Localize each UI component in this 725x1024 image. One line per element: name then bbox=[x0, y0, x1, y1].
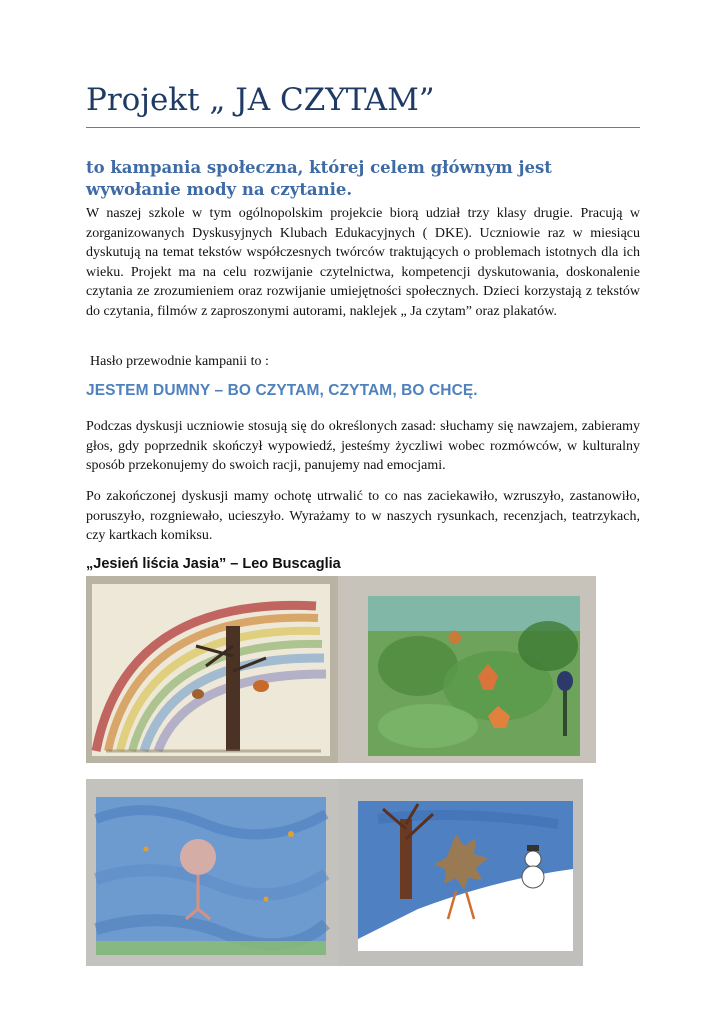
page-title: Projekt „ JA CZYTAM” bbox=[86, 82, 435, 118]
campaign-slogan: JESTEM DUMNY – BO CZYTAM, CZYTAM, BO CHCĘ. bbox=[86, 382, 478, 399]
title-underline bbox=[86, 127, 640, 128]
subtitle-heading: to kampania społeczna, której celem głównym jest wywołanie mody na czytanie. bbox=[86, 158, 552, 199]
drawing-photo-winter-tree-leaf bbox=[338, 779, 583, 966]
intro-paragraph: W naszej szkole w tym ogólnopolskim projekcie biorą udział trzy klasy drugie. Pracują w zorganizowanych Dyskusyjnych Klubach Edukacyjnych ( DKE). Uczniowie raz w miesiącu dyskutują na temat tekstów współczesnych twórców traktujących o problemach istotnych dla ich wieku. Projekt ma na celu rozwijanie czytelnictwa, kompetencji dyskutowania, doskonalenie czytania ze zrozumieniem oraz rozwijanie umiejętności społecznych. Dzieci korzystają z tekstów do czytania, filmów z zaproszonymi autorami, naklejek „ Ja czytam” oraz plakatów. bbox=[86, 206, 640, 319]
drawing-photo-green-forest bbox=[338, 576, 596, 763]
book-caption: „Jesień liścia Jasia” – Leo Buscaglia bbox=[86, 556, 341, 572]
drawing-photo-rainbow-tree bbox=[86, 576, 338, 763]
after-discussion-paragraph: Po zakończonej dyskusji mamy ochotę utrwalić to co nas zaciekawiło, wzruszyło, zastanowiło, poruszyło, rozgniewało, ucieszyło. Wyrażamy to w naszych rysunkach, recenzjach, teatrzykach, czy kartkach komiksu. bbox=[86, 489, 640, 544]
slogan-intro-paragraph: Hasło przewodnie kampanii to : bbox=[90, 354, 269, 369]
discussion-rules-paragraph: Podczas dyskusji uczniowie stosują się do określonych zasad: słuchamy się nawzajem, zabieramy głos, gdy poprzednik skończył wypowiedź, jesteśmy życzliwi wobec rozmówców, w kulturalny sposób przekonujemy do swoich racji, panujemy nad emocjami. bbox=[86, 419, 640, 474]
drawing-photo-blue-sky-leaf bbox=[86, 779, 338, 966]
